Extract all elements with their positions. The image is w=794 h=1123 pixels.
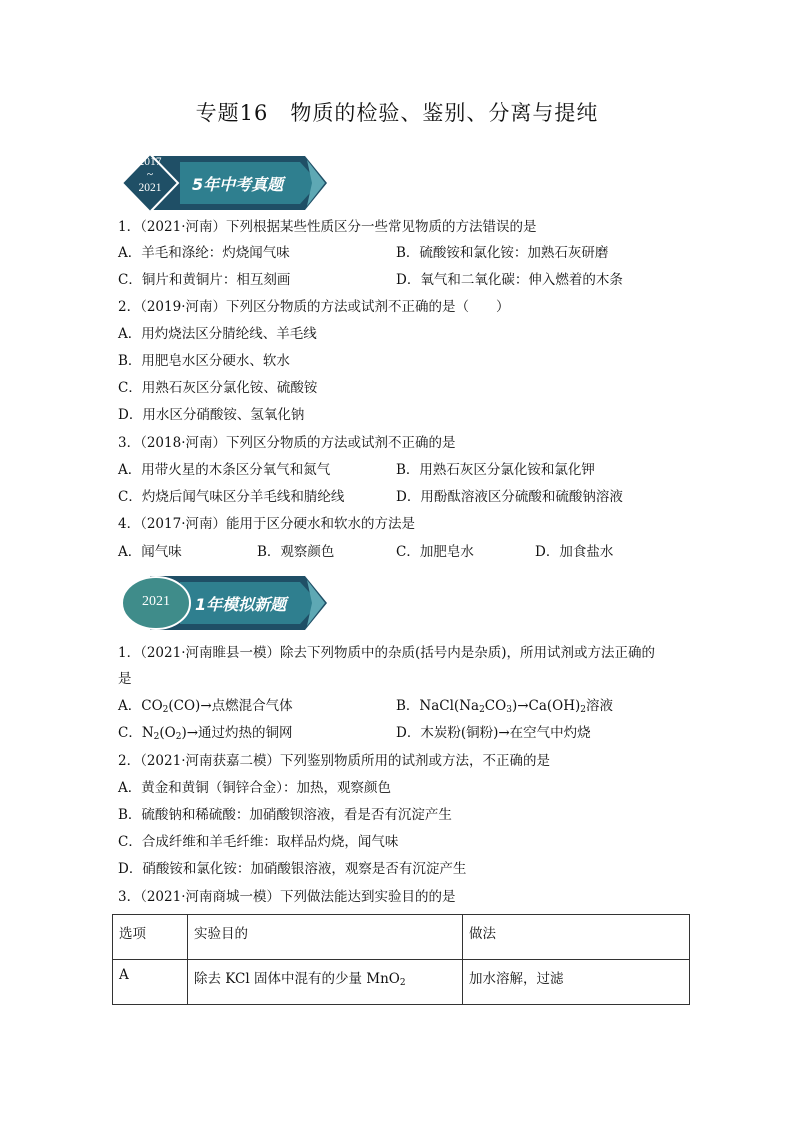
page-title: 专题16 物质的检验、鉴别、分离与提纯 [195,101,599,125]
option-a: A．用带火星的木条区分氧气和氮气 [118,462,331,478]
option-d: D．用酚酞溶液区分硫酸和硫酸钠溶液 [396,489,623,505]
question-stem-line-2: 是 [118,671,132,687]
option-b: B．硫酸铵和氯化铵：加熟石灰研磨 [396,245,609,261]
header-goal: 实验目的 [188,915,463,960]
question-stem-line-1: 1．（2021·河南睢县一模）除去下列物质中的杂质(括号内是杂质)，所用试剂或方法正确的 [118,645,656,661]
option-d: D．硝酸铵和氯化铵：加硝酸银溶液，观察是否有沉淀产生 [118,861,467,877]
option-d: D．氧气和二氧化碳：伸入燃着的木条 [396,272,623,288]
options-table [112,914,690,1005]
banner-label: 5年中考真题 [192,175,284,194]
question-stem: 3．（2018·河南）下列区分物质的方法或试剂不正确的是 [118,435,456,451]
option-b: B．观察颜色 [257,544,335,560]
header-option: 选项 [113,915,188,960]
year-separator: ~ [146,169,154,181]
option-c: C．用熟石灰区分氯化铵、硫酸铵 [118,380,318,396]
option-d: D．加食盐水 [535,544,614,560]
option-b: B．用熟石灰区分氯化铵和氯化钾 [396,462,595,478]
option-c: C．铜片和黄铜片：相互刻画 [118,272,291,288]
option-a: A．闻气味 [118,544,182,560]
section-banner-real-exams [120,152,330,214]
cell-option: A [113,960,188,1005]
question-stem: 3．（2021·河南商城一模）下列做法能达到实验目的的是 [118,889,456,905]
option-a: A．$CO_2(CO)\to$点燃混合气体 [118,698,293,715]
option-a: A．羊毛和涤纶：灼烧闻气味 [118,245,290,261]
banner-label: 1年模拟新题 [195,595,287,614]
header-method: 做法 [463,915,690,960]
option-b: B．用肥皂水区分硬水、软水 [118,353,290,369]
section-banner-mock-exams [120,572,330,634]
option-b: B．硫酸钠和稀硫酸：加硝酸钡溶液，看是否有沉淀产生 [118,807,452,823]
option-c: C．合成纤维和羊毛纤维：取样品灼烧，闻气味 [118,834,399,850]
option-a: A．黄金和黄铜（铜锌合金）：加热，观察颜色 [118,780,391,796]
year-end: 2021 [138,182,162,194]
question-stem: 2．（2021·河南获嘉二模）下列鉴别物质所用的试剂或方法，不正确的是 [118,753,550,769]
option-d: D．木炭粉(铜粉)→在空气中灼烧 [396,725,591,741]
question-stem: 4．（2017·河南）能用于区分硬水和软水的方法是 [118,516,415,532]
year-start: 2017 [138,156,162,168]
banner-year-range [130,156,170,195]
table-header-row [113,915,690,960]
question-stem: 2．（2019·河南）下列区分物质的方法或试剂不正确的是（ ） [118,299,510,315]
option-c: C．灼烧后闻气味区分羊毛线和腈纶线 [118,489,345,505]
option-a: A．用灼烧法区分腈纶线、羊毛线 [118,326,317,342]
option-c: C．加肥皂水 [396,544,474,560]
cell-goal: 除去 KCl 固体中混有的少量 MnO$_2$ [188,960,463,1005]
banner-year: 2021 [142,594,170,609]
question-stem: 1．（2021·河南）下列根据某些性质区分一些常见物质的方法错误的是 [118,219,537,235]
option-c: C．$N_2(O_2)\to$通过灼热的铜网 [118,725,293,742]
option-d: D．用水区分硝酸铵、氢氧化钠 [118,407,305,423]
cell-method: 加水溶解，过滤 [463,960,690,1005]
option-b: B．$NaCl(Na_2CO_3)\to Ca(OH)_2$溶液 [396,698,614,715]
table-row [113,960,690,1005]
